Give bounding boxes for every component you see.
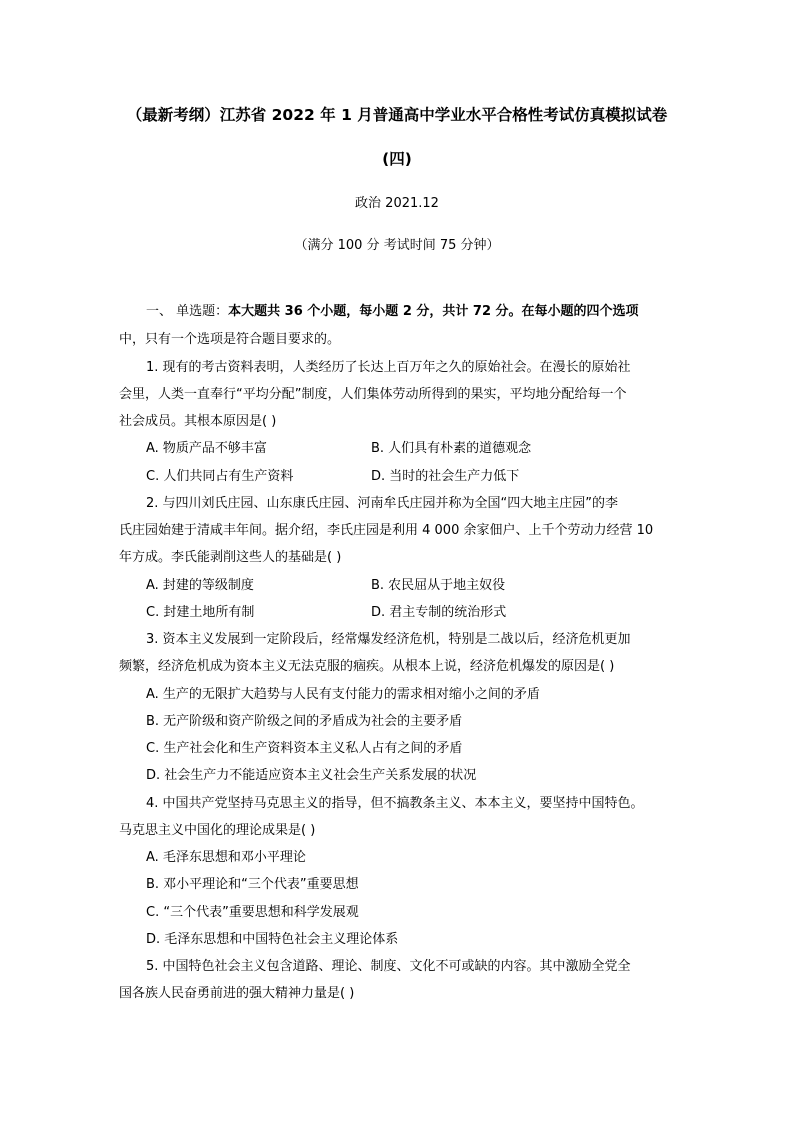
q4-option-b: B. 邓小平理论和“三个代表”重要思想 [146,877,359,892]
q3-line-2: 频繁，经济危机成为资本主义无法克服的痼疾。从根本上说，经济危机爆发的原因是( ) [119,659,615,674]
q2-option-a: A. 封建的等级制度 [146,578,254,593]
q4-line-2: 马克思主义中国化的理论成果是( ) [119,823,316,838]
q3-option-b: B. 无产阶级和资产阶级之间的矛盾成为社会的主要矛盾 [146,714,463,729]
q1-option-c: C. 人们共同占有生产资料 [146,469,294,484]
q4-option-a: A. 毛泽东思想和邓小平理论 [146,850,306,865]
q1-option-d: D. 当时的社会生产力低下 [371,469,520,484]
q5-line-1: 5. 中国特色社会主义包含道路、理论、制度、文化不可或缺的内容。其中激励全党全 [146,959,631,974]
q2-line-3: 年方成。李氏能剥削这些人的基础是( ) [119,550,342,565]
q2-line-1: 2. 与四川刘氏庄园、山东康氏庄园、河南牟氏庄园并称为全国“四大地主庄园”的李 [146,496,619,511]
exam-subject: 政治 2021.12 [355,196,439,211]
section-prefix: 一、 [146,304,177,319]
q5-line-2: 国各族人民奋勇前进的强大精神力量是( ) [119,986,355,1001]
section-label: 单选题： [176,304,229,319]
exam-title: （最新考纲）江苏省 2022 年 1 月普通高中学业水平合格性考试仿真模拟试卷 [126,106,668,124]
q3-option-d: D. 社会生产力不能适应资本主义社会生产关系发展的状况 [146,768,477,783]
q1-line-3: 社会成员。其根本原因是( ) [119,414,277,429]
q3-option-c: C. 生产社会化和生产资料资本主义私人占有之间的矛盾 [146,741,463,756]
section-desc-line2: 中，只有一个选项是符合题目要求的。 [119,332,341,347]
q4-option-d: D. 毛泽东思想和中国特色社会主义理论体系 [146,932,399,947]
q2-option-d: D. 君主专制的统治形式 [371,605,507,620]
q1-option-b: B. 人们具有朴素的道德观念 [371,441,532,456]
q1-line-1: 1. 现有的考古资料表明，人类经历了长达上百万年之久的原始社会。在漫长的原始社 [146,360,631,375]
q2-option-b: B. 农民屈从于地主奴役 [371,578,506,593]
exam-subtitle: (四) [382,150,412,168]
q3-option-a: A. 生产的无限扩大趋势与人民有支付能力的需求相对缩小之间的矛盾 [146,687,540,702]
q2-line-2: 氏庄园始建于清咸丰年间。据介绍，李氏庄园是利用 4 000 余家佃户、上千个劳动力经营 10 [119,523,654,538]
q4-option-c: C. “三个代表”重要思想和科学发展观 [146,905,359,920]
section-desc: 本大题共 36 个小题，每小题 2 分，共计 72 分。在每小题的四个选项 [228,304,639,319]
q4-line-1: 4. 中国共产党坚持马克思主义的指导，但不搞教条主义、本本主义，要坚持中国特色。 [146,796,644,811]
q2-option-c: C. 封建土地所有制 [146,605,255,620]
q1-line-2: 会里，人类一直奉行“平均分配”制度，人们集体劳动所得到的果实，平均地分配给每一个 [119,387,627,402]
section-heading [146,303,706,321]
exam-meta: （满分 100 分 考试时间 75 分钟） [294,238,500,253]
q1-option-a: A. 物质产品不够丰富 [146,441,267,456]
q3-line-1: 3. 资本主义发展到一定阶段后，经常爆发经济危机，特别是二战以后，经济危机更加 [146,632,631,647]
